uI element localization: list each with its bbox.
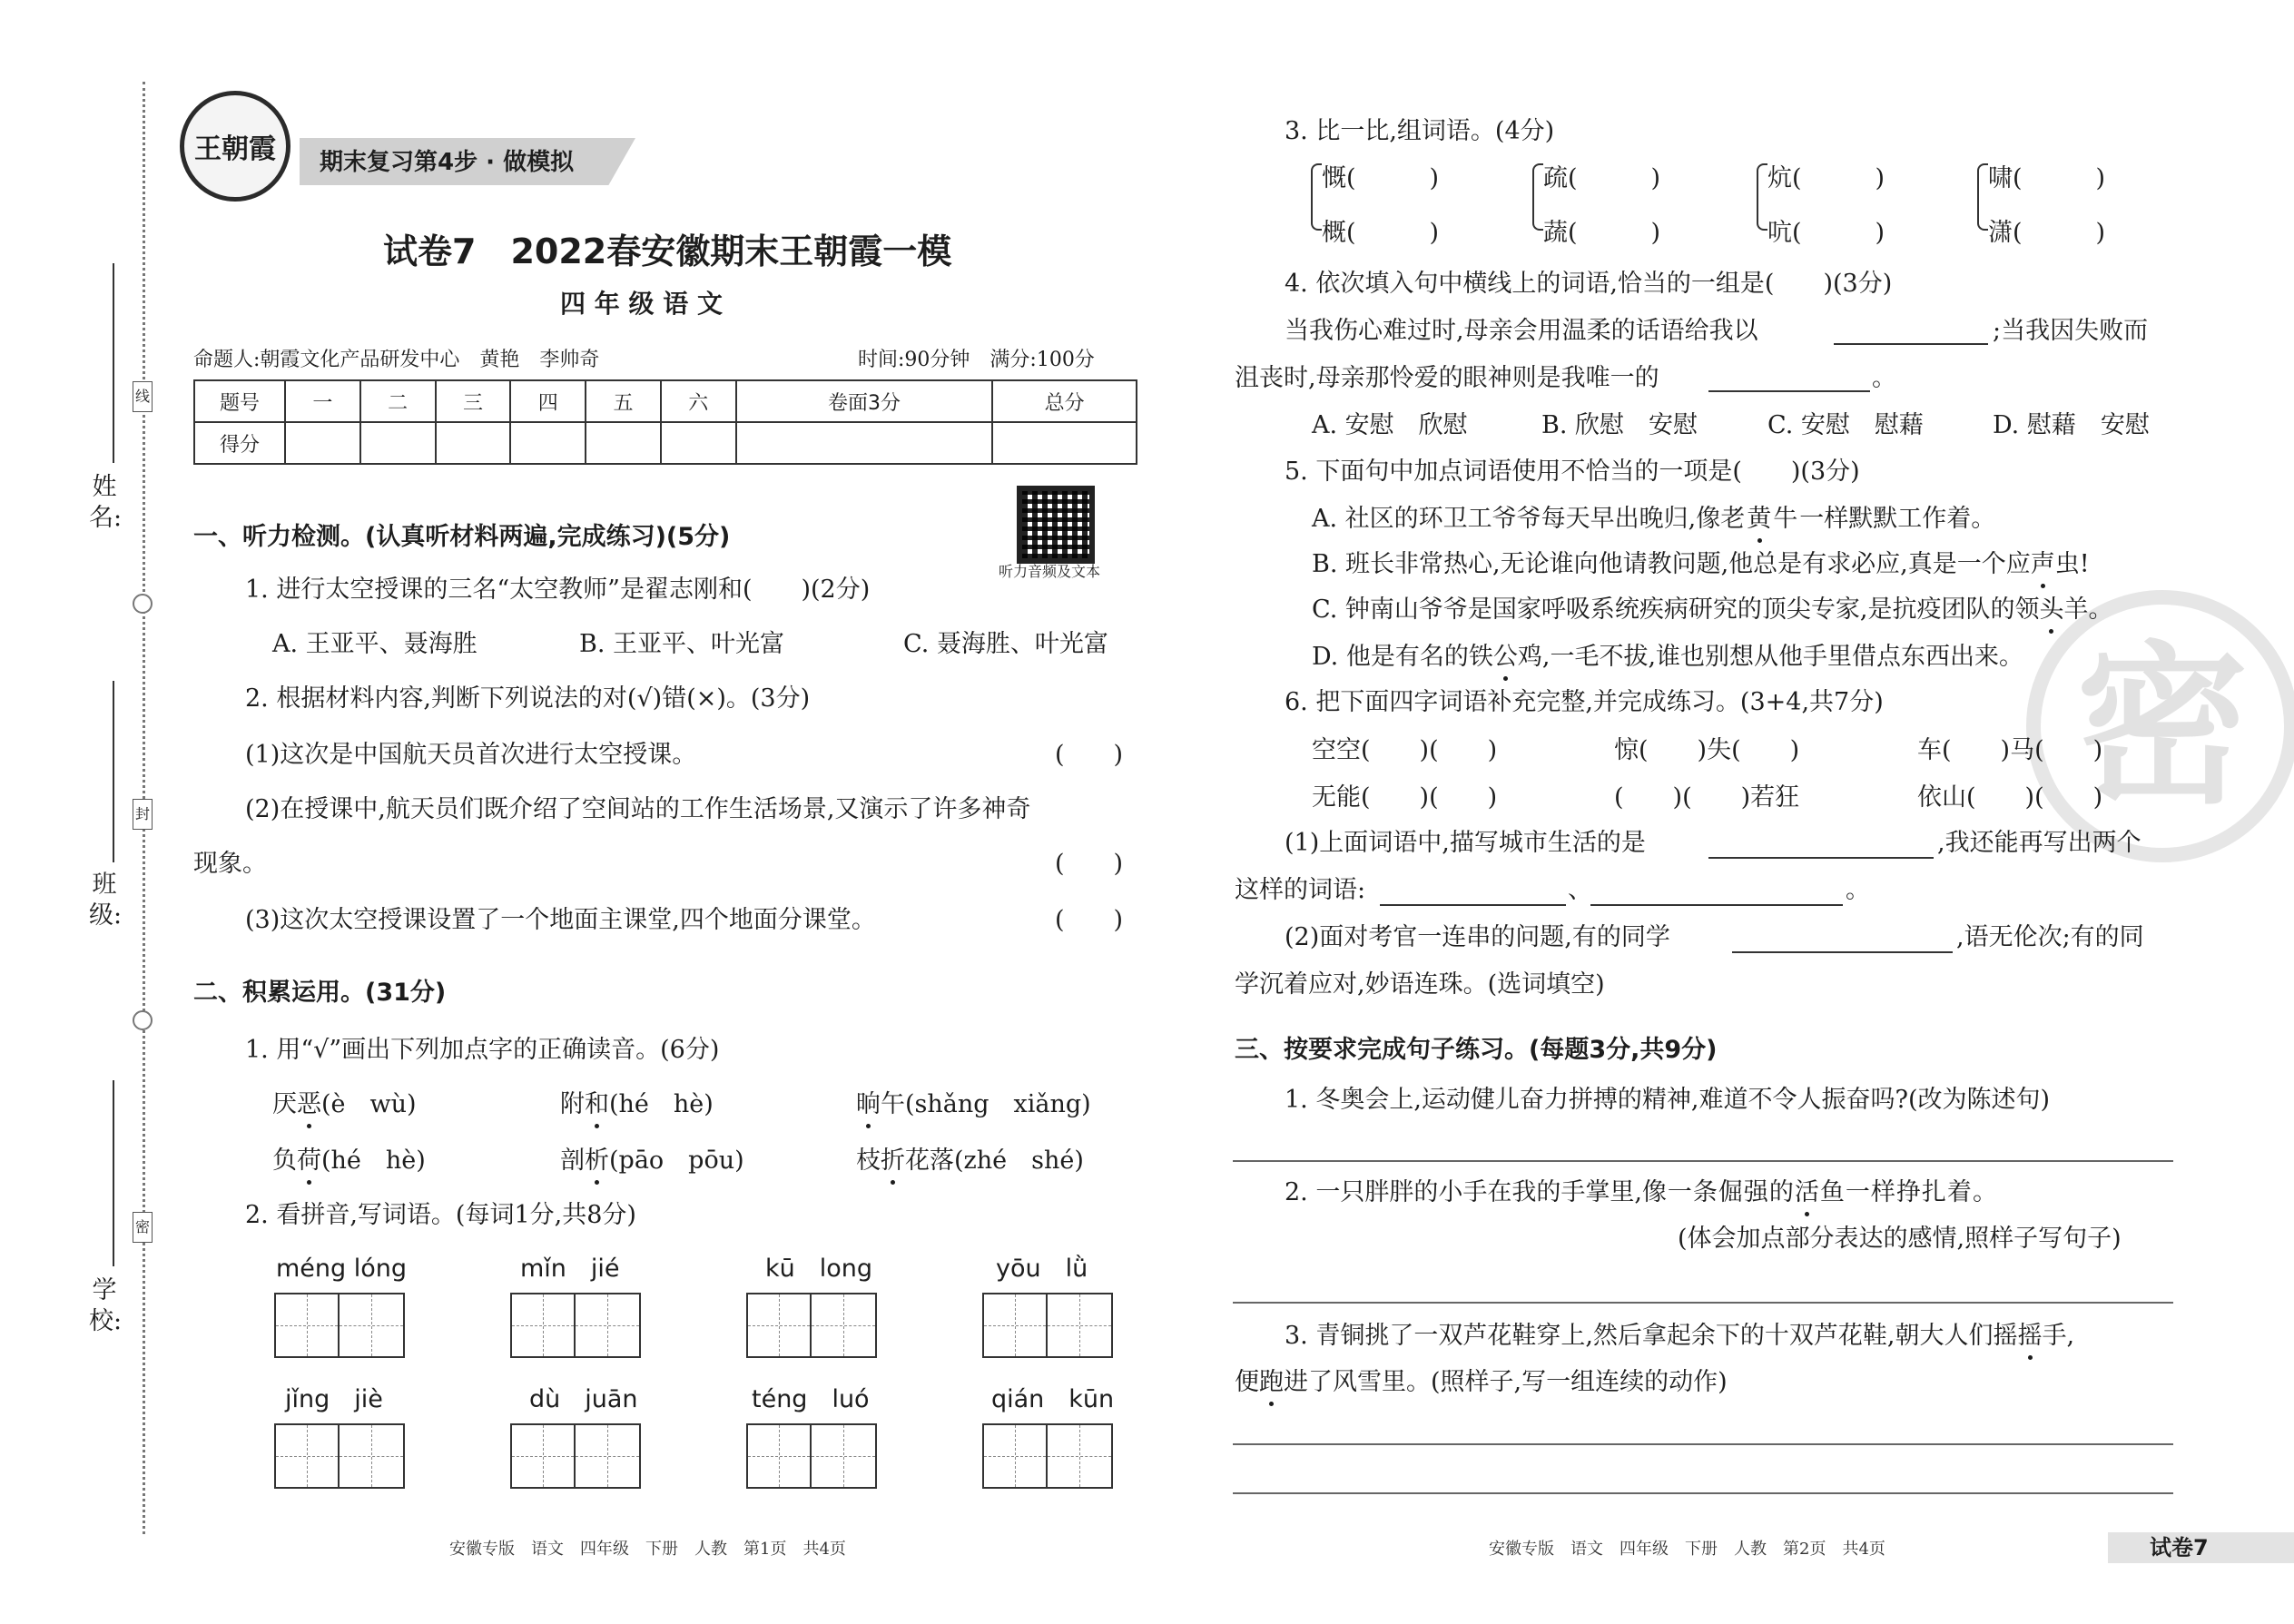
compare-item[interactable]: 吭( ): [1767, 219, 1885, 247]
score-header: 题号: [194, 380, 285, 422]
q6-1a: (1)上面词语中,描写城市生活的是: [1285, 829, 1646, 857]
seal-fold-box: 封: [133, 799, 153, 830]
score-header: 四: [510, 380, 586, 422]
logo-badge: [180, 91, 290, 202]
school-blank[interactable]: [113, 1080, 114, 1266]
score-header: 五: [586, 380, 661, 422]
blank-line[interactable]: [1708, 390, 1870, 392]
score-cell[interactable]: [285, 422, 360, 464]
score-header: 一: [285, 380, 360, 422]
part2-heading: 二、积累运用。(31分): [193, 979, 447, 1007]
part3-q1: 1. 冬奥会上,运动健儿奋力拼搏的精神,难道不令人振奋吗?(改为陈述句): [1285, 1086, 2051, 1114]
writing-grid[interactable]: [274, 1423, 405, 1489]
dotted-word: 老黄牛: [1720, 505, 1800, 533]
idiom-blank[interactable]: 无能( )( ): [1312, 783, 1498, 812]
blank-line[interactable]: [1834, 343, 1988, 345]
part3-q3: 3. 青铜挑了一双芦花鞋穿上,然后拿起余下的十双芦花鞋,朝大人们摇摇手,: [1285, 1322, 2075, 1350]
compare-item[interactable]: 疏( ): [1543, 164, 1661, 192]
score-header: 总分: [992, 380, 1137, 422]
dotted-phrase: 摇摇手: [1993, 1322, 2067, 1350]
part2-q2: 2. 看拼音,写词语。(每词1分,共8分): [245, 1201, 636, 1229]
score-cell[interactable]: [436, 422, 511, 464]
blank-line[interactable]: [1732, 951, 1953, 953]
statement-2-cont: 现象。: [193, 850, 267, 878]
score-header: 三: [436, 380, 511, 422]
idiom-blank[interactable]: 惊( )失( ): [1614, 736, 1800, 764]
score-row-label: 得分: [194, 422, 285, 464]
qr-code[interactable]: [1017, 486, 1095, 564]
reading-item[interactable]: 附和(hé hè): [560, 1090, 714, 1118]
pinyin-label: mǐn jié: [520, 1255, 620, 1283]
score-cell[interactable]: [586, 422, 661, 464]
statement-2: (2)在授课中,航天员们既介绍了空间站的工作生活场景,又演示了许多神奇: [245, 795, 1031, 823]
idiom-blank[interactable]: 车( )马( ): [1917, 736, 2103, 764]
class-blank[interactable]: [113, 681, 114, 862]
writing-grid[interactable]: [982, 1293, 1113, 1358]
score-header: 卷面3分: [736, 380, 993, 422]
class-label: 班级:: [89, 871, 123, 930]
answer-line[interactable]: [1233, 1492, 2173, 1494]
part2-q5: 5. 下面句中加点词语使用不恰当的一项是( )(3分): [1285, 458, 1860, 486]
q4-line2-b: 。: [1872, 364, 1896, 392]
score-cell[interactable]: [360, 422, 436, 464]
pinyin-label: kū long: [765, 1255, 873, 1283]
compare-item[interactable]: 慨( ): [1322, 164, 1440, 192]
score-header: 二: [360, 380, 436, 422]
part1-q1-option-a[interactable]: A. 王亚平、聂海胜: [272, 630, 478, 658]
writing-grid[interactable]: [746, 1423, 877, 1489]
brace: [1977, 163, 1988, 231]
q4-line1-a: 当我伤心难过时,母亲会用温柔的话语给我以: [1285, 317, 1758, 345]
pinyin-label: yōu lǜ: [996, 1255, 1088, 1283]
answer-paren[interactable]: ( ): [1055, 741, 1124, 769]
idiom-blank[interactable]: 空空( )( ): [1312, 736, 1498, 764]
q4-line2-a: 沮丧时,母亲那怜爱的眼神则是我唯一的: [1235, 364, 1659, 392]
part3-q2: 2. 一只胖胖的小手在我的手掌里,像一条倔强的活鱼一样挣扎着。: [1285, 1178, 1997, 1206]
q6-2a: (2)面对考官一连串的问题,有的同学: [1285, 923, 1670, 951]
dotted-phrase: 像一条倔强的活鱼一样挣扎着: [1641, 1178, 1973, 1206]
logo-text: 王朝霞: [194, 133, 276, 165]
answer-line[interactable]: [1233, 1302, 2173, 1304]
q6-1d: 、: [1568, 876, 1592, 904]
compare-item[interactable]: 炕( ): [1767, 164, 1885, 192]
score-cell[interactable]: [510, 422, 586, 464]
statement-3: (3)这次太空授课设置了一个地面主课堂,四个地面分课堂。: [245, 906, 876, 934]
part2-q3: 3. 比一比,组词语。(4分): [1285, 117, 1555, 145]
q5-option-d[interactable]: D. 他是有名的铁公鸡,一毛不拔,谁也别想从他手里借点东西出来。: [1312, 643, 2024, 671]
idiom-blank[interactable]: ( )( )若狂: [1614, 783, 1800, 812]
footer-left: 安徽专版 语文 四年级 下册 人教 第1页 共4页: [449, 1540, 846, 1559]
compare-item[interactable]: 啸( ): [1988, 164, 2106, 192]
seal-line-box: 线: [133, 381, 153, 412]
blank-line[interactable]: [1708, 857, 1934, 859]
dotted-word: 领头羊: [2014, 595, 2089, 624]
dotted-phrase: 跑: [1259, 1368, 1284, 1396]
name-label: 姓名:: [89, 473, 123, 532]
reading-item[interactable]: 负荷(hé hè): [272, 1147, 426, 1175]
pinyin-label: jǐng jiè: [285, 1385, 383, 1413]
blank-line[interactable]: [1380, 904, 1566, 906]
q5-option-c[interactable]: C. 钟南山爷爷是国家呼吸系统疾病研究的顶尖专家,是抗疫团队的领头羊。: [1312, 595, 2113, 624]
pinyin-label: qián kūn: [991, 1385, 1115, 1413]
writing-grid[interactable]: [746, 1293, 877, 1358]
pinyin-label: téng luó: [752, 1385, 870, 1413]
dotted-word: 铁公鸡: [1468, 643, 1542, 671]
score-cell[interactable]: [992, 422, 1137, 464]
dotted-word: 应声虫: [2005, 550, 2080, 578]
part2-q4: 4. 依次填入句中横线上的词语,恰当的一组是( )(3分): [1285, 270, 1893, 298]
qr-caption: 听力音频及文本: [999, 563, 1101, 580]
score-cell[interactable]: [736, 422, 993, 464]
writing-grid[interactable]: [982, 1423, 1113, 1489]
authors: 命题人:朝霞文化产品研发中心 黄艳 李帅奇: [193, 349, 600, 371]
time-info: 时间:90分钟 满分:100分: [858, 349, 1095, 371]
compare-item[interactable]: 潇( ): [1988, 219, 2106, 247]
writing-grid[interactable]: [510, 1293, 641, 1358]
school-label: 学校:: [89, 1276, 123, 1335]
part1-q1-option-b[interactable]: B. 王亚平、叶光富: [579, 630, 785, 658]
banner-text: 期末复习第4步 · 做模拟: [320, 149, 575, 176]
score-table: [193, 379, 1137, 465]
part2-q6: 6. 把下面四字词语补充完整,并完成练习。(3+4,共7分): [1285, 688, 1884, 716]
q5-option-a[interactable]: A. 社区的环卫工爷爷每天早出晚归,像老黄牛一样默默工作着。: [1312, 505, 1996, 533]
q5-option-b[interactable]: B. 班长非常热心,无论谁向他请教问题,他总是有求必应,真是一个应声虫!: [1312, 550, 2090, 578]
brace: [1757, 163, 1767, 231]
q4-line1-b: ;当我因失败而: [1993, 317, 2149, 345]
part1-heading: 一、听力检测。(认真听材料两遍,完成练习)(5分): [193, 523, 731, 551]
brace: [1532, 163, 1543, 231]
answer-paren[interactable]: ( ): [1055, 850, 1124, 878]
q4-option-a[interactable]: A. 安慰 欣慰: [1312, 411, 1468, 439]
footer-right: 安徽专版 语文 四年级 下册 人教 第2页 共4页: [1489, 1540, 1885, 1559]
score-cell[interactable]: [661, 422, 736, 464]
punch-hole: [133, 1010, 153, 1030]
reading-item[interactable]: 晌午(shǎng xiǎng): [856, 1090, 1091, 1118]
score-header: 六: [661, 380, 736, 422]
page-title: 试卷7 2022春安徽期末王朝霞一模: [383, 231, 952, 271]
q4-option-c[interactable]: C. 安慰 慰藉: [1767, 411, 1924, 439]
q4-option-d[interactable]: D. 慰藉 安慰: [1993, 411, 2150, 439]
statement-1: (1)这次是中国航天员首次进行太空授课。: [245, 741, 697, 769]
part3-q2-note: (体会加点部分表达的感情,照样子写句子): [1678, 1225, 2122, 1253]
name-blank[interactable]: [113, 263, 114, 463]
compare-item[interactable]: 概( ): [1322, 219, 1440, 247]
part1-q2: 2. 根据材料内容,判断下列说法的对(√)错(×)。(3分): [245, 684, 811, 713]
part2-q1: 1. 用“√”画出下列加点字的正确读音。(6分): [245, 1036, 720, 1064]
compare-item[interactable]: 蔬( ): [1543, 219, 1661, 247]
writing-grid[interactable]: [274, 1293, 405, 1358]
q6-1b: ,我还能再写出两个: [1937, 829, 2141, 857]
answer-line[interactable]: [1233, 1160, 2173, 1162]
footer-tab: 试卷7: [2150, 1535, 2209, 1560]
q6-1e: 。: [1846, 876, 1870, 904]
seal-secret-box: 密: [133, 1212, 153, 1243]
punch-hole: [133, 594, 153, 614]
q6-2c: 学沉着应对,妙语连珠。(选词填空): [1235, 970, 1605, 999]
answer-paren[interactable]: ( ): [1055, 906, 1124, 934]
answer-line[interactable]: [1233, 1443, 2173, 1445]
q6-2b: ,语无伦次;有的同: [1956, 923, 2144, 951]
idiom-blank[interactable]: 依山( )( ): [1917, 783, 2103, 812]
reading-item[interactable]: 厌恶(è wù): [272, 1090, 417, 1118]
part1-q1: 1. 进行太空授课的三名“太空教师”是翟志刚和( )(2分): [245, 576, 871, 604]
part3-q3-cont: 便跑进了风雪里。(照样子,写一组连续的动作): [1235, 1368, 1728, 1396]
reading-item[interactable]: 枝折花落(zhé shé): [856, 1147, 1084, 1175]
part1-q1-option-c[interactable]: C. 聂海胜、叶光富: [903, 630, 1108, 658]
blank-line[interactable]: [1590, 904, 1843, 906]
q4-option-b[interactable]: B. 欣慰 安慰: [1541, 411, 1698, 439]
pinyin-label: dù juān: [529, 1385, 638, 1413]
pinyin-label: méng lóng: [276, 1255, 408, 1283]
q6-1c: 这样的词语:: [1235, 876, 1366, 904]
watermark-seal: [2026, 590, 2294, 862]
writing-grid[interactable]: [510, 1423, 641, 1489]
part3-heading: 三、按要求完成句子练习。(每题3分,共9分): [1235, 1036, 1718, 1064]
subject-title: 四 年 级 语 文: [560, 289, 723, 319]
reading-item[interactable]: 剖析(pāo pōu): [560, 1147, 744, 1175]
watermark-text: 密: [2075, 625, 2249, 827]
brace: [1311, 163, 1322, 231]
